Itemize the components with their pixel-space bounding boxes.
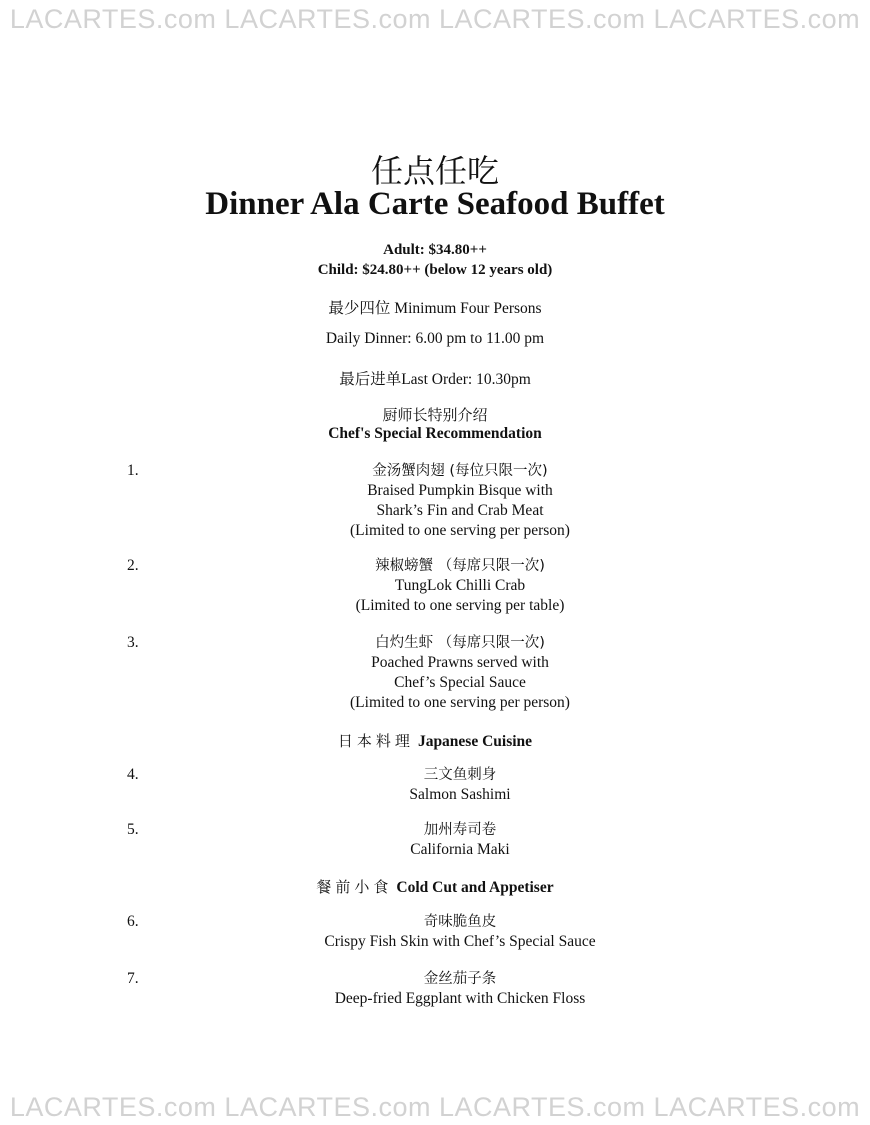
dinner-hours: Daily Dinner: 6.00 pm to 11.00 pm xyxy=(325,330,545,347)
item-chinese-name: 三文鱼刺身 xyxy=(423,767,497,783)
item-chinese-name: 奇味脆鱼皮 xyxy=(423,914,497,930)
item-number: 4. xyxy=(127,766,139,783)
adult-price: Adult: $34.80++ xyxy=(383,242,487,258)
chef-section-heading: Chef's Special Recommendation xyxy=(328,425,542,442)
item-chinese-name: 白灼生虾 （每席只限一次) xyxy=(375,635,545,651)
item-line: Braised Pumpkin Bisque with xyxy=(367,482,553,499)
item-number: 2. xyxy=(127,557,139,574)
cold-cut-section-chinese: 餐前小食 xyxy=(316,878,393,896)
item-number: 6. xyxy=(127,913,139,930)
menu-title-chinese: 任点任吃 xyxy=(370,152,499,190)
item-number: 7. xyxy=(127,970,139,987)
watermark-top: LACARTES.com LACARTES.com LACARTES.com LACARTES.com xyxy=(9,4,861,34)
menu-item xyxy=(300,556,620,616)
menu-item xyxy=(300,461,620,541)
japanese-section-chinese: 日本料理 xyxy=(337,732,414,750)
menu-title: Dinner Ala Carte Seafood Buffet xyxy=(205,186,665,222)
item-number: 5. xyxy=(127,821,139,838)
last-order: 最后进单Last Order: 10.30pm xyxy=(339,371,531,388)
item-line: (Limited to one serving per table) xyxy=(355,597,565,614)
item-line: Chef’s Special Sauce xyxy=(394,674,526,691)
item-line: Deep-fried Eggplant with Chicken Floss xyxy=(334,990,586,1007)
menu-item xyxy=(280,912,640,952)
item-chinese-name: 加州寿司卷 xyxy=(423,822,497,838)
cold-cut-section-heading xyxy=(0,876,870,897)
item-number: 1. xyxy=(127,462,139,479)
item-chinese-name: 金丝茄子条 xyxy=(423,971,497,987)
item-line: California Maki xyxy=(410,841,510,858)
item-line: Shark’s Fin and Crab Meat xyxy=(376,502,544,519)
item-line: (Limited to one serving per person) xyxy=(350,522,570,539)
item-line: TungLok Chilli Crab xyxy=(394,577,526,594)
menu-item xyxy=(300,765,620,805)
japanese-section-heading xyxy=(0,730,870,751)
chef-section-chinese: 厨师长特别介绍 xyxy=(382,406,488,424)
item-number: 3. xyxy=(127,634,139,651)
watermark-bottom: LACARTES.com LACARTES.com LACARTES.com LACARTES.com xyxy=(9,1092,861,1122)
japanese-section-english: Japanese Cuisine xyxy=(417,733,533,750)
item-line: Poached Prawns served with xyxy=(371,654,549,671)
menu-item xyxy=(300,633,620,713)
item-chinese-name: 辣椒螃蟹 （每席只限一次) xyxy=(375,558,545,574)
item-line: Crispy Fish Skin with Chef’s Special Sauce xyxy=(324,933,596,950)
menu-item xyxy=(280,969,640,1009)
menu-item xyxy=(300,820,620,860)
cold-cut-section-english: Cold Cut and Appetiser xyxy=(396,879,554,896)
item-chinese-name: 金汤蟹肉翅 (每位只限一次) xyxy=(372,463,548,479)
item-line: (Limited to one serving per person) xyxy=(350,694,570,711)
child-price: Child: $24.80++ (below 12 years old) xyxy=(317,262,553,278)
minimum-persons: 最少四位 Minimum Four Persons xyxy=(328,300,542,317)
item-line: Salmon Sashimi xyxy=(409,786,511,803)
